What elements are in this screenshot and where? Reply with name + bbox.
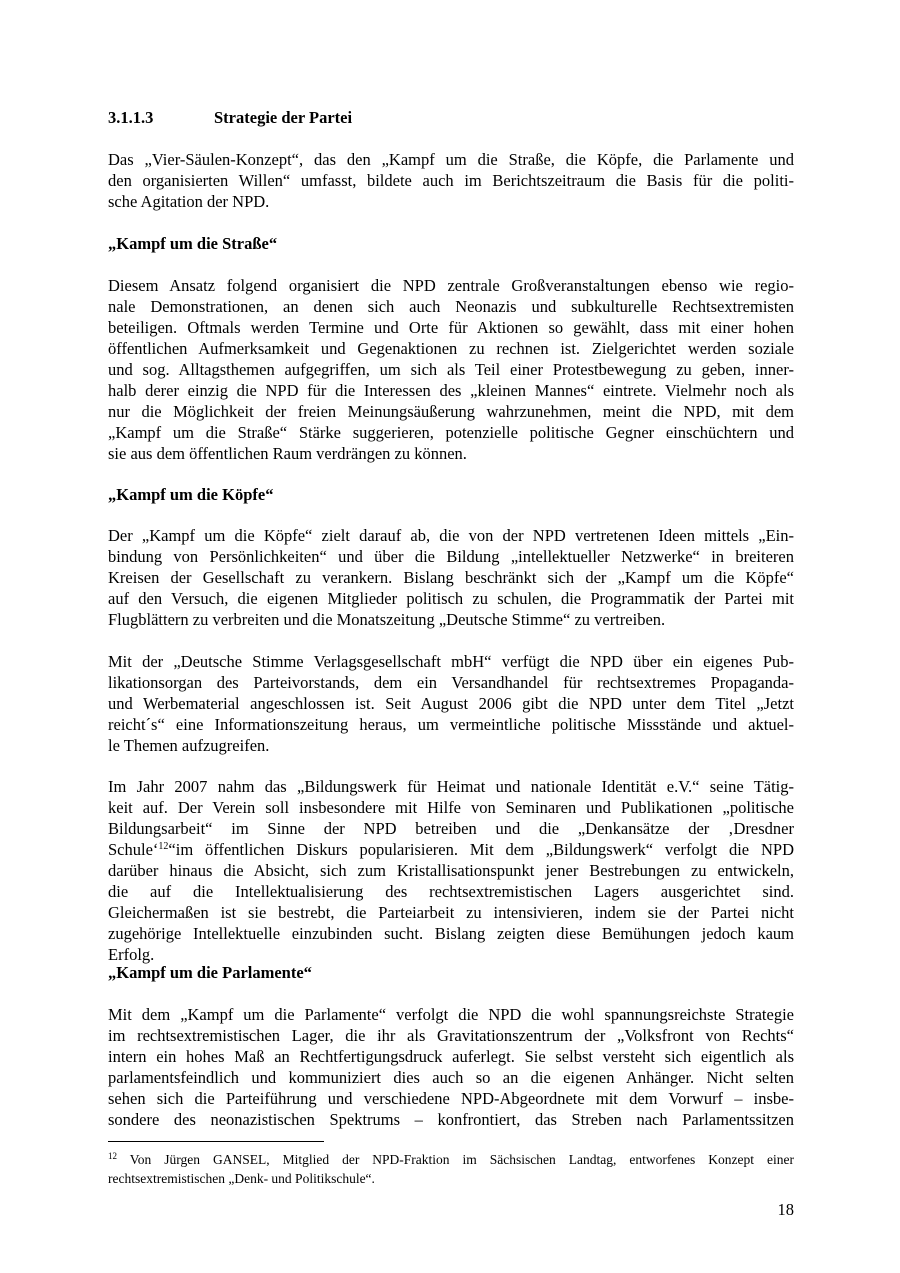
text-line: likationsorgan des Parteivorstands, dem ein Versandhandel für rechtsextremes Propaganda-	[108, 673, 794, 692]
text-line: Erfolg.	[108, 945, 155, 964]
text-line: Der „Kampf um die Köpfe“ zielt darauf ab, die von der NPD vertretenen Ideen mittels „Ein-	[108, 526, 794, 545]
footnote-reference[interactable]: 12	[158, 841, 169, 852]
strasse-paragraph	[108, 275, 794, 464]
text-line: auf den Versuch, die eigenen Mitglieder politisch zu schulen, die Programmatik der Partei mit	[108, 589, 794, 608]
text-line: Bildungsarbeit“ im Sinne der NPD betreiben und die „Denkansätze der ‚Dresdner	[108, 819, 794, 838]
footnote	[108, 1150, 794, 1188]
text-line: nur die Möglichkeit der freien Meinungsäußerung wahrzunehmen, meint die NPD, mit dem	[108, 402, 794, 421]
koepfe-paragraph-1	[108, 525, 794, 630]
text-line: Im Jahr 2007 nahm das „Bildungswerk für Heimat und nationale Identität e.V.“ seine Tätig-	[108, 777, 794, 796]
text-line: reicht´s“ eine Informationszeitung heraus, um vermeintliche politische Missstände und aktuel-	[108, 715, 794, 734]
subheading-strasse: „Kampf um die Straße“	[108, 234, 278, 253]
text-line: intern ein hohes Maß an Rechtfertigungsdruck auferlegt. Sie selbst versteht sich eigentlich als	[108, 1047, 794, 1066]
text-line: Mit dem „Kampf um die Parlamente“ verfolgt die NPD die wohl spannungsreichste Strategie	[108, 1005, 794, 1024]
text-line: und sog. Alltagsthemen aufgegriffen, um sich als Teil einer Protestbewegung zu geben, inner-	[108, 360, 794, 379]
text-line: Mit der „Deutsche Stimme Verlagsgesellschaft mbH“ verfügt die NPD über ein eigenes Pub-	[108, 652, 794, 671]
footnote-line	[108, 1150, 794, 1169]
text-line: im rechtsextremistischen Lager, die ihr als Gravitationszentrum der „Volksfront von Rechts“	[108, 1026, 794, 1045]
section-title: Strategie der Partei	[214, 108, 353, 127]
section-number: 3.1.1.3	[108, 108, 154, 127]
text-line: und Werbematerial angeschlossen ist. Seit August 2006 gibt die NPD unter dem Titel „Jetzt	[108, 694, 794, 713]
text-line: den organisierten Willen“ umfasst, bildete auch im Berichtszeitraum die Basis für die politi-	[108, 171, 794, 190]
koepfe-paragraph-3	[108, 776, 794, 965]
text-line: bindung von Persönlichkeiten“ und über die Bildung „intellektueller Netzwerke“ in breiteren	[108, 547, 794, 566]
text-line: halb derer einzig die NPD für die Interessen des „kleinen Mannes“ eintrete. Vielmehr noch als	[108, 381, 794, 400]
text-line: Flugblättern zu verbreiten und die Monatszeitung „Deutsche Stimme“ zu vertreiben.	[108, 610, 666, 629]
text-line: sehen sich die Parteiführung und verschiedene NPD-Abgeordnete mit dem Vorwurf – insbe-	[108, 1089, 794, 1108]
text-line: zugehörige Intellektuelle einzubinden sucht. Bislang zeigten diese Bemühungen jedoch kaum	[108, 924, 794, 943]
text-line: nale Demonstrationen, an denen sich auch Neonazis und subkulturelle Rechtsextremisten	[108, 297, 794, 316]
document-page	[108, 0, 794, 1273]
text-line	[108, 839, 794, 860]
text-line: beteiligen. Oftmals werden Termine und Orte für Aktionen so gewählt, dass mit einer hohen	[108, 318, 794, 337]
section-heading	[108, 107, 352, 129]
footnote-line: rechtsextremistischen „Denk- und Politikschule“.	[108, 1171, 375, 1186]
text-line: keit auf. Der Verein soll insbesondere mit Hilfe von Seminaren und Publikationen „politische	[108, 798, 794, 817]
parlamente-paragraph	[108, 1004, 794, 1130]
text-fragment: “im öffentlichen Diskurs popularisieren. Mit dem „Bildungswerk“ verfolgt die NPD	[168, 840, 794, 859]
text-line: Gleichermaßen ist sie bestrebt, die Parteiarbeit zu intensivieren, indem sie der Partei nicht	[108, 903, 794, 922]
text-line: sche Agitation der NPD.	[108, 192, 270, 211]
text-fragment: Schule‘	[108, 840, 159, 859]
subheading-koepfe: „Kampf um die Köpfe“	[108, 485, 274, 504]
footnote-number: 12	[108, 1151, 117, 1161]
text-line: die auf die Intellektualisierung des rechtsextremistischen Lagers ausgerichtet sind.	[108, 882, 794, 901]
text-line: le Themen aufzugreifen.	[108, 736, 270, 755]
page-number: 18	[777, 1200, 794, 1219]
footnote-separator	[108, 1141, 324, 1142]
text-line: sondere des neonazistischen Spektrums – konfrontiert, das Streben nach Parlamentssitzen	[108, 1110, 794, 1129]
text-line: öffentlichen Aufmerksamkeit und Gegenaktionen zu rechnen ist. Zielgerichtet werden soziale	[108, 339, 794, 358]
text-line: parlamentsfeindlich und kommuniziert dies auch so an die eigenen Anhänger. Nicht selten	[108, 1068, 794, 1087]
footnote-text: Von Jürgen GANSEL, Mitglied der NPD-Fraktion im Sächsischen Landtag, entworfenes Konzept einer	[129, 1152, 794, 1167]
intro-paragraph	[108, 149, 794, 212]
text-line: Diesem Ansatz folgend organisiert die NPD zentrale Großveranstaltungen ebenso wie regio-	[108, 276, 794, 295]
koepfe-paragraph-2	[108, 651, 794, 756]
text-line: Das „Vier-Säulen-Konzept“, das den „Kampf um die Straße, die Köpfe, die Parlamente und	[108, 150, 794, 169]
text-line: „Kampf um die Straße“ Stärke suggerieren, potenzielle politische Gegner einschüchtern und	[108, 423, 794, 442]
text-line: sie aus dem öffentlichen Raum verdrängen zu können.	[108, 444, 467, 463]
subheading-parlamente: „Kampf um die Parlamente“	[108, 963, 312, 982]
text-line: darüber hinaus die Absicht, sich zum Kristallisationspunkt jener Bestrebungen zu entwickeln,	[108, 861, 794, 880]
text-line: Kreisen der Gesellschaft zu verankern. Bislang beschränkt sich der „Kampf um die Köpfe“	[108, 568, 794, 587]
